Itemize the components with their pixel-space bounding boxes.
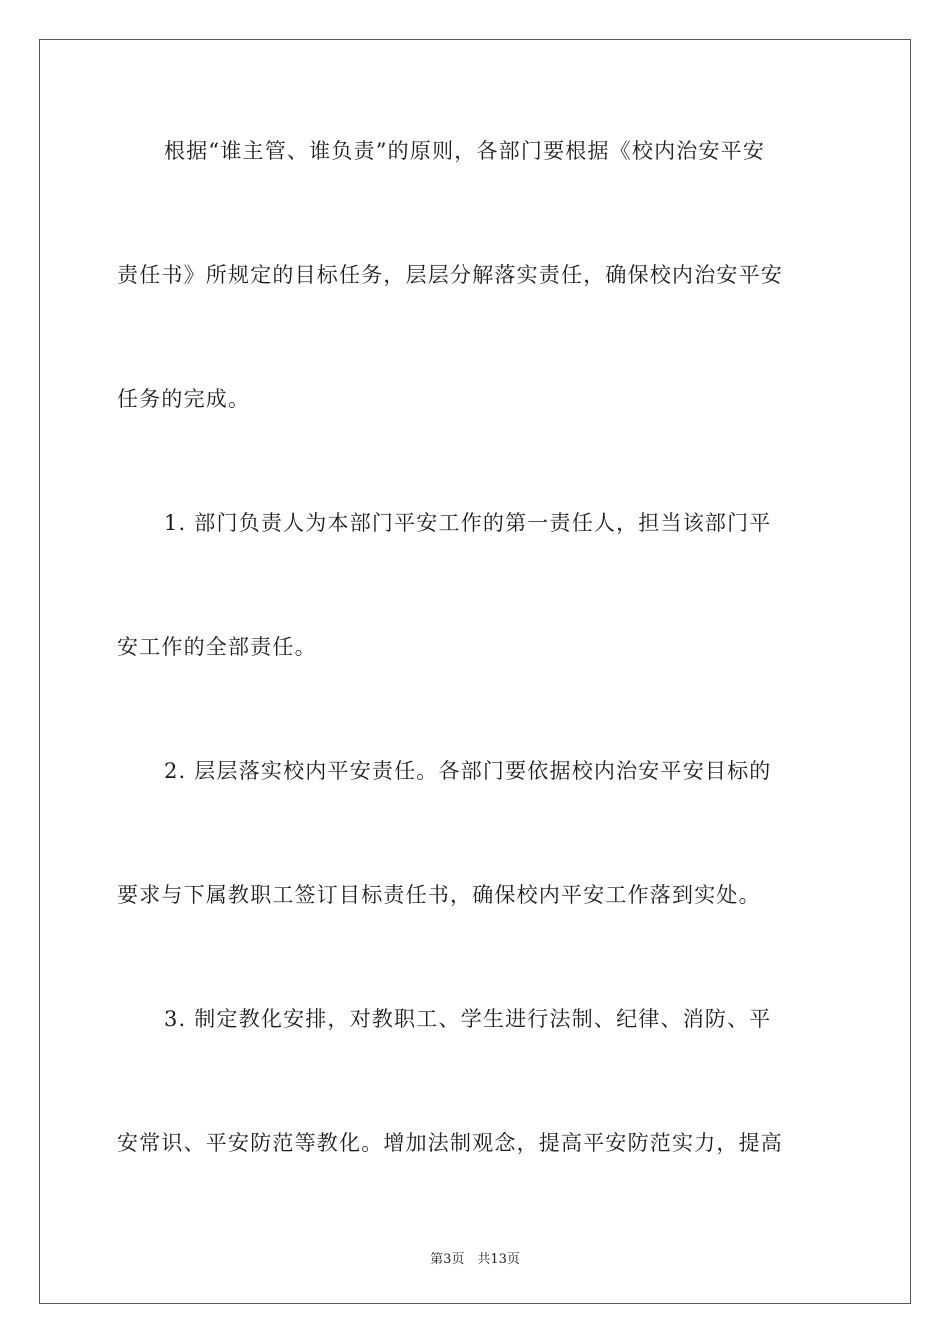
page-number-footer: 第3页 共13页	[430, 1252, 520, 1267]
paragraph-line: 任务的完成。	[117, 387, 251, 411]
list-item-2-line: 要求与下属教职工签订目标责任书，确保校内平安工作落到实处。	[117, 883, 761, 907]
paragraph-line: 责任书》所规定的目标任务，层层分解落实责任，确保校内治安平安	[117, 263, 783, 287]
page-border	[39, 39, 911, 1304]
list-item-3-line: 3. 制定教化安排，对教职工、学生进行法制、纪律、消防、平	[164, 1007, 772, 1031]
paragraph-line: 根据“谁主管、谁负责”的原则，各部门要根据《校内治安平安	[164, 139, 766, 163]
list-item-1-line: 1. 部门负责人为本部门平安工作的第一责任人，担当该部门平	[164, 511, 772, 535]
list-item-2-line: 2. 层层落实校内平安责任。各部门要依据校内治安平安目标的	[164, 759, 772, 783]
list-item-3-line: 安常识、平安防范等教化。增加法制观念，提高平安防范实力，提高	[117, 1131, 783, 1155]
list-item-1-line: 安工作的全部责任。	[117, 635, 317, 659]
